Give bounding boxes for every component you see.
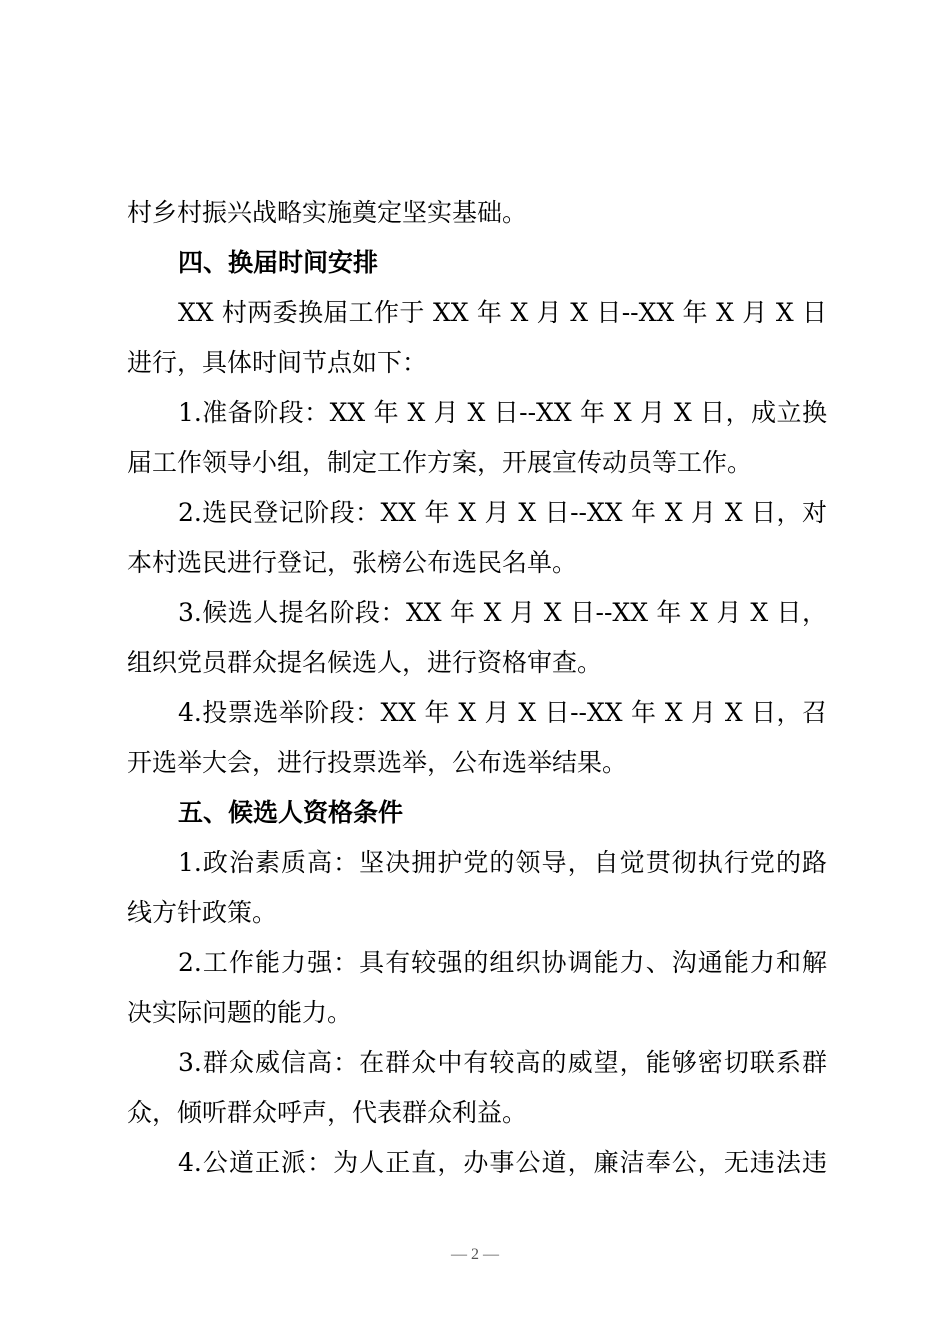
body-text-line: 进行，具体时间节点如下： xyxy=(127,348,428,377)
list-item-line: 线方针政策。 xyxy=(127,898,278,927)
list-item-line: 届工作领导小组，制定工作方案，开展宣传动员等工作。 xyxy=(127,448,753,477)
list-item-line: 2.选民登记阶段：XX 年 X 月 X 日--XX 年 X 月 X 日，对 xyxy=(178,498,827,527)
list-item-line: 4.公道正派：为人正直，办事公道，廉洁奉公，无违法违 xyxy=(178,1148,827,1177)
body-text-line: XX 村两委换届工作于 XX 年 X 月 X 日--XX 年 X 月 X 日 xyxy=(178,298,827,327)
section-heading: 四、换届时间安排 xyxy=(178,248,379,277)
section-heading: 五、候选人资格条件 xyxy=(178,798,404,827)
list-item-line: 开选举大会，进行投票选举，公布选举结果。 xyxy=(127,748,628,777)
list-item-line: 本村选民进行登记，张榜公布选民名单。 xyxy=(127,548,578,577)
body-text-line: 村乡村振兴战略实施奠定坚实基础。 xyxy=(127,198,528,227)
list-item-line: 1.准备阶段：XX 年 X 月 X 日--XX 年 X 月 X 日，成立换 xyxy=(178,398,827,427)
list-item-line: 3.群众威信高：在群众中有较高的威望，能够密切联系群 xyxy=(178,1048,827,1077)
list-item-line: 1.政治素质高：坚决拥护党的领导，自觉贯彻执行党的路 xyxy=(178,848,827,877)
list-item-line: 2.工作能力强：具有较强的组织协调能力、沟通能力和解 xyxy=(178,948,827,977)
page-number: — 2 — xyxy=(451,1246,499,1263)
list-item-line: 众，倾听群众呼声，代表群众利益。 xyxy=(127,1098,528,1127)
list-item-line: 组织党员群众提名候选人，进行资格审查。 xyxy=(127,648,603,677)
list-item-line: 3.候选人提名阶段：XX 年 X 月 X 日--XX 年 X 月 X 日， xyxy=(178,598,827,627)
list-item-line: 决实际问题的能力。 xyxy=(127,998,353,1027)
list-item-line: 4.投票选举阶段：XX 年 X 月 X 日--XX 年 X 月 X 日，召 xyxy=(178,698,827,727)
